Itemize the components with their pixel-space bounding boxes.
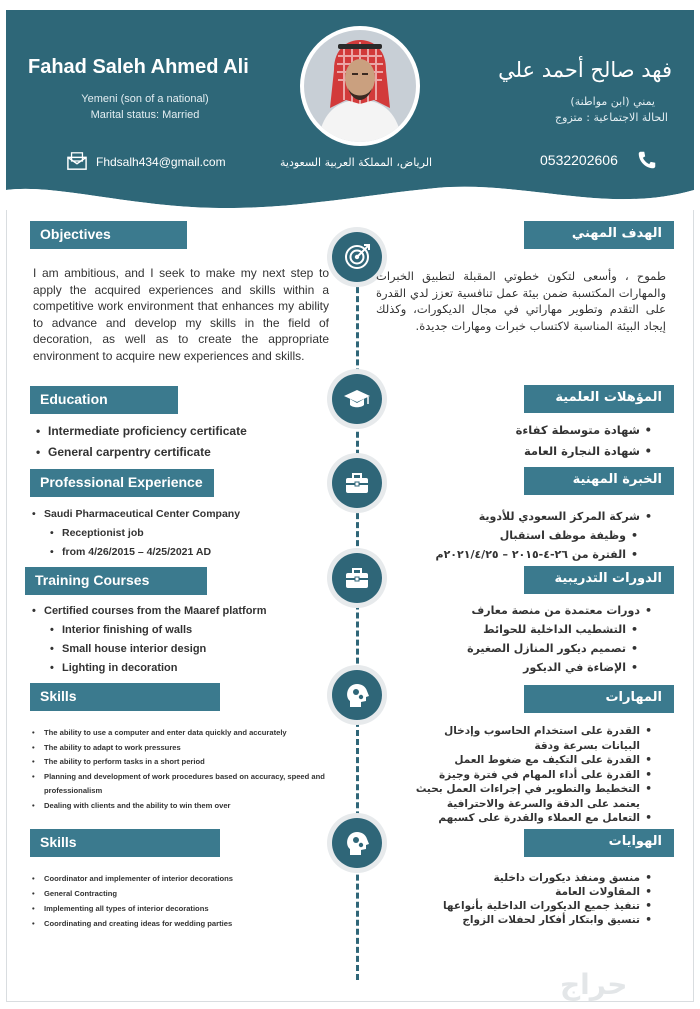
list-item: • الفترة من ٢٦-٤-٢٠١٥ – ٢٠٢١/٤/٢٥م xyxy=(436,545,638,564)
list-item: • Certified courses from the Maaref platform xyxy=(32,602,267,621)
list-item: • التعامل مع العملاء والقدرة على كسبهم xyxy=(407,811,652,826)
list-item: • Implementing all types of interior decorations xyxy=(32,901,233,916)
list-item: • تصميم ديكور المنازل الصغيرة xyxy=(467,639,638,658)
name-english: Fahad Saleh Ahmed Ali xyxy=(28,56,249,78)
list-item: • The ability to adapt to work pressures xyxy=(32,741,332,756)
hobbies-list-ar xyxy=(443,871,652,927)
section-title-objectives-en: Objectives xyxy=(30,221,187,249)
head-gears-icon xyxy=(332,670,382,720)
list-item: • General Contracting xyxy=(32,886,233,901)
skills-list-ar xyxy=(407,724,652,826)
section-title-training-en: Training Courses xyxy=(25,567,207,595)
education-list-en xyxy=(36,421,247,463)
section-title-training-ar: الدورات التدريبية xyxy=(524,566,674,594)
nationality-english: Yemeni (son of a national) xyxy=(81,93,209,105)
list-item: • المقاولات العامة xyxy=(443,885,652,899)
list-item: • تنسيق وابتكار أفكار لحفلات الزواج xyxy=(443,913,652,927)
list-item: • The ability to use a computer and enter data quickly and accurately xyxy=(32,726,332,741)
section-title-experience-en: Professional Experience xyxy=(30,469,214,497)
list-item: • التخطيط والتطوير في إجراءات العمل بحيث يعتمد على الدقة والسرعة والاحترافية xyxy=(407,782,652,811)
list-item: • Lighting in decoration xyxy=(50,659,267,678)
list-item: • الإضاءة في الديكور xyxy=(467,658,638,677)
list-item: • وظيفة موظف استقبال xyxy=(436,526,638,545)
list-item: • Dealing with clients and the ability to win them over xyxy=(32,799,332,814)
section-title-skills-en: Skills xyxy=(30,683,220,711)
section-title-objectives-ar: الهدف المهني xyxy=(524,221,674,249)
list-item: • شهادة متوسطة كفاءة xyxy=(516,420,652,441)
target-icon xyxy=(332,232,382,282)
experience-list-ar xyxy=(436,507,652,564)
marital-status-arabic: الحالة الاجتماعية : متزوج xyxy=(555,111,668,124)
hobbies-list-en xyxy=(32,871,233,931)
list-item: • القدرة على أداء المهام في فترة وجيزة xyxy=(407,768,652,783)
objectives-text-en: I am ambitious, and I seek to make my next step to apply the acquired experiences and skills within a competitive work environment that enhances my ability to advance and develop my skills in the field of decoration, as well as to create the appropriate environment to acquire new experiences and skills. xyxy=(33,266,329,363)
phone-number[interactable]: 0532202606 xyxy=(540,152,618,168)
list-item: • شركة المركز السعودي للأدوية xyxy=(436,507,652,526)
watermark-logo: حراج xyxy=(560,968,628,1001)
graduation-cap-icon xyxy=(332,374,382,424)
marital-status-english: Marital status: Married xyxy=(90,109,200,121)
list-item: • General carpentry certificate xyxy=(36,442,247,463)
list-item: • القدرة على التكيف مع ضغوط العمل xyxy=(407,753,652,768)
timeline-line xyxy=(356,260,359,980)
nationality-arabic: يمني (ابن مواطنة) xyxy=(570,95,655,108)
list-item: • شهادة النجارة العامة xyxy=(516,441,652,462)
list-item: • تنفيذ جميع الديكورات الداخلية بأنواعها xyxy=(443,899,652,913)
list-item: • from 4/26/2015 – 4/25/2021 AD xyxy=(50,543,240,562)
section-title-hobbies-ar: الهوايات xyxy=(524,829,674,857)
training-list-en xyxy=(32,602,267,678)
section-title-education-en: Education xyxy=(30,386,178,414)
list-item: • Coordinating and creating ideas for wedding parties xyxy=(32,916,233,931)
list-item: • القدرة على استخدام الحاسوب وإدخال البيانات بسرعة ودقة xyxy=(407,724,652,753)
list-item: • Interior finishing of walls xyxy=(50,621,267,640)
head-gears-hobbies-icon xyxy=(332,818,382,868)
phone-icon xyxy=(636,149,658,171)
list-item: • Small house interior design xyxy=(50,640,267,659)
education-list-ar xyxy=(516,420,652,462)
objectives-text-ar: طموح ، وأسعى لتكون خطوتي المقبلة لتطبيق الخبرات والمهارات المكتسبة ضمن بيئة عمل تنافسية تعزز لدي القدرة على التقدم وتطوير مهاراتي في مجال الديكورات، وكذلك إيجاد البيئة المناسبة لاكتساب خبرات ومهارات جديدة. xyxy=(376,269,666,333)
training-list-ar xyxy=(467,601,652,677)
list-item: • منسق ومنفذ ديكورات داخلية xyxy=(443,871,652,885)
experience-list-en xyxy=(32,505,240,562)
list-item: • Saudi Pharmaceutical Center Company xyxy=(32,505,240,524)
email-address[interactable]: Fhdsalh434@gmail.com xyxy=(96,155,226,169)
list-item: • Intermediate proficiency certificate xyxy=(36,421,247,442)
briefcase-training-icon xyxy=(332,553,382,603)
section-title-skills-ar: المهارات xyxy=(524,685,674,713)
list-item: • Receptionist job xyxy=(50,524,240,543)
skills-list-en xyxy=(32,726,332,813)
profile-photo xyxy=(304,30,416,142)
section-title-hobbies-en: Skills xyxy=(30,829,220,857)
avatar xyxy=(300,26,420,146)
briefcase-icon xyxy=(332,458,382,508)
section-title-education-ar: المؤهلات العلمية xyxy=(524,385,674,413)
address-arabic: الرياض، المملكة العربية السعودية xyxy=(280,156,433,169)
list-item: • Coordinator and implementer of interior decorations xyxy=(32,871,233,886)
list-item: • Planning and development of work procedures based on accuracy, speed and professionalism xyxy=(32,770,332,799)
list-item: • التشطيب الداخلية للحوائط xyxy=(467,620,638,639)
name-arabic: فهد صالح أحمد علي xyxy=(498,58,672,82)
section-title-experience-ar: الخبرة المهنية xyxy=(524,467,674,495)
list-item: • The ability to perform tasks in a short period xyxy=(32,755,332,770)
email-icon xyxy=(66,151,88,171)
list-item: • دورات معتمدة من منصة معارف xyxy=(467,601,652,620)
